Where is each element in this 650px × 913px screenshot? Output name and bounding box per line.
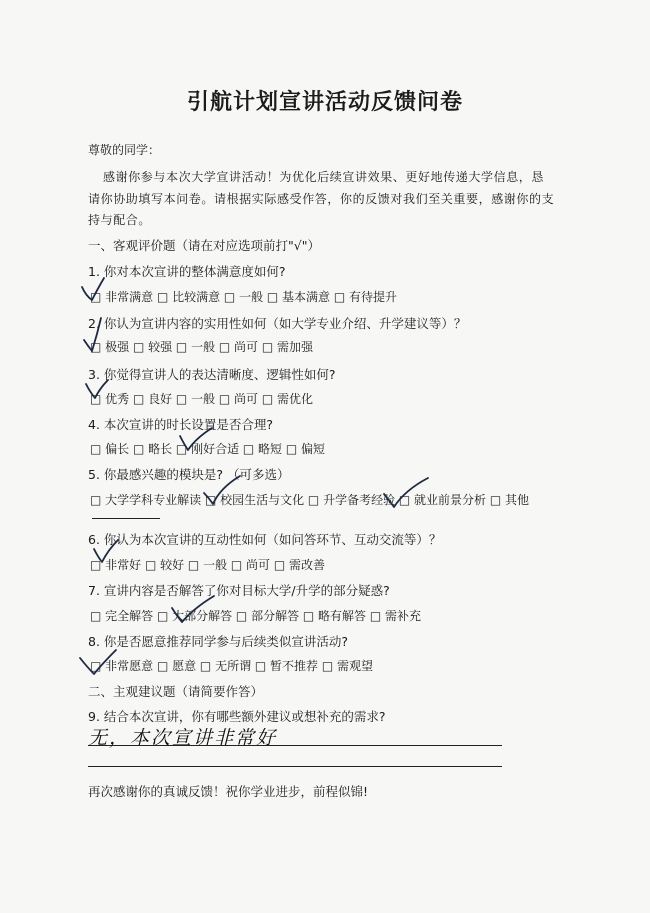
question-8-options[interactable]: □ 非常愿意 □ 愿意 □ 无所谓 □ 暂不推荐 □ 需观望 [90, 659, 374, 673]
question-5: 5. 你最感兴趣的模块是? （可多选） [88, 467, 290, 482]
question-6: 6. 你认为本次宣讲的互动性如何（如问答环节、互动交流等）？ [88, 532, 442, 547]
question-4-options[interactable]: □ 偏长 □ 略长 □ 刚好合适 □ 略短 □ 偏短 [90, 442, 326, 456]
section-subjective-heading: 二、主观建议题（请简要作答） [88, 684, 264, 699]
question-8: 8. 你是否愿意推荐同学参与后续类似宣讲活动? [88, 634, 349, 649]
question-9: 9. 结合本次宣讲，你有哪些额外建议或想补充的需求? [88, 709, 386, 724]
question-2: 2. 你认为宣讲内容的实用性如何（如大学专业介绍、升学建议等）？ [88, 316, 467, 331]
question-1: 1. 你对本次宣讲的整体满意度如何? [88, 264, 286, 279]
section-objective-heading: 一、客观评价题（请在对应选项前打"√"） [88, 238, 320, 253]
handwritten-answer[interactable]: 无，本次宣讲非常好 [88, 727, 278, 749]
question-7-options[interactable]: □ 完全解答 □ 大部分解答 □ 部分解答 □ 略有解答 □ 需补充 [90, 609, 422, 623]
question-5-options[interactable]: □ 大学学科专业解读 □ 校园生活与文化 □ 升学备考经验 □ 就业前景分析 □ 其他 [90, 493, 530, 507]
question-4: 4. 本次宣讲的时长设置是否合理? [88, 417, 274, 432]
page-title: 引航计划宣讲活动反馈问卷 [186, 89, 463, 115]
intro-line-1: 感谢你参与本次大学宣讲活动！为优化后续宣讲效果、更好地传递大学信息，恳 [103, 170, 545, 184]
intro-line-2: 请你协助填写本问卷。请根据实际感受作答，你的反馈对我们至关重要，感谢你的支 [88, 192, 555, 206]
intro-line-3: 持与配合。 [88, 213, 152, 227]
other-blank-line [92, 518, 160, 519]
question-2-options[interactable]: □ 极强 □ 较强 □ 一般 □ 尚可 □ 需加强 [90, 340, 314, 354]
greeting: 尊敬的同学： [88, 143, 161, 157]
question-3: 3. 你觉得宣讲人的表达清晰度、逻辑性如何? [88, 367, 336, 382]
question-1-options[interactable]: □ 非常满意 □ 比较满意 □ 一般 □ 基本满意 □ 有待提升 [90, 290, 398, 304]
answer-line-1 [88, 745, 502, 746]
question-6-options[interactable]: □ 非常好 □ 较好 □ 一般 □ 尚可 □ 需改善 [90, 558, 326, 572]
answer-line-2 [88, 766, 502, 767]
question-7: 7. 宣讲内容是否解答了你对目标大学/升学的部分疑惑? [88, 583, 390, 598]
closing-text: 再次感谢你的真诚反馈！祝你学业进步，前程似锦! [88, 784, 369, 799]
question-3-options[interactable]: □ 优秀 □ 良好 □ 一般 □ 尚可 □ 需优化 [90, 392, 314, 406]
